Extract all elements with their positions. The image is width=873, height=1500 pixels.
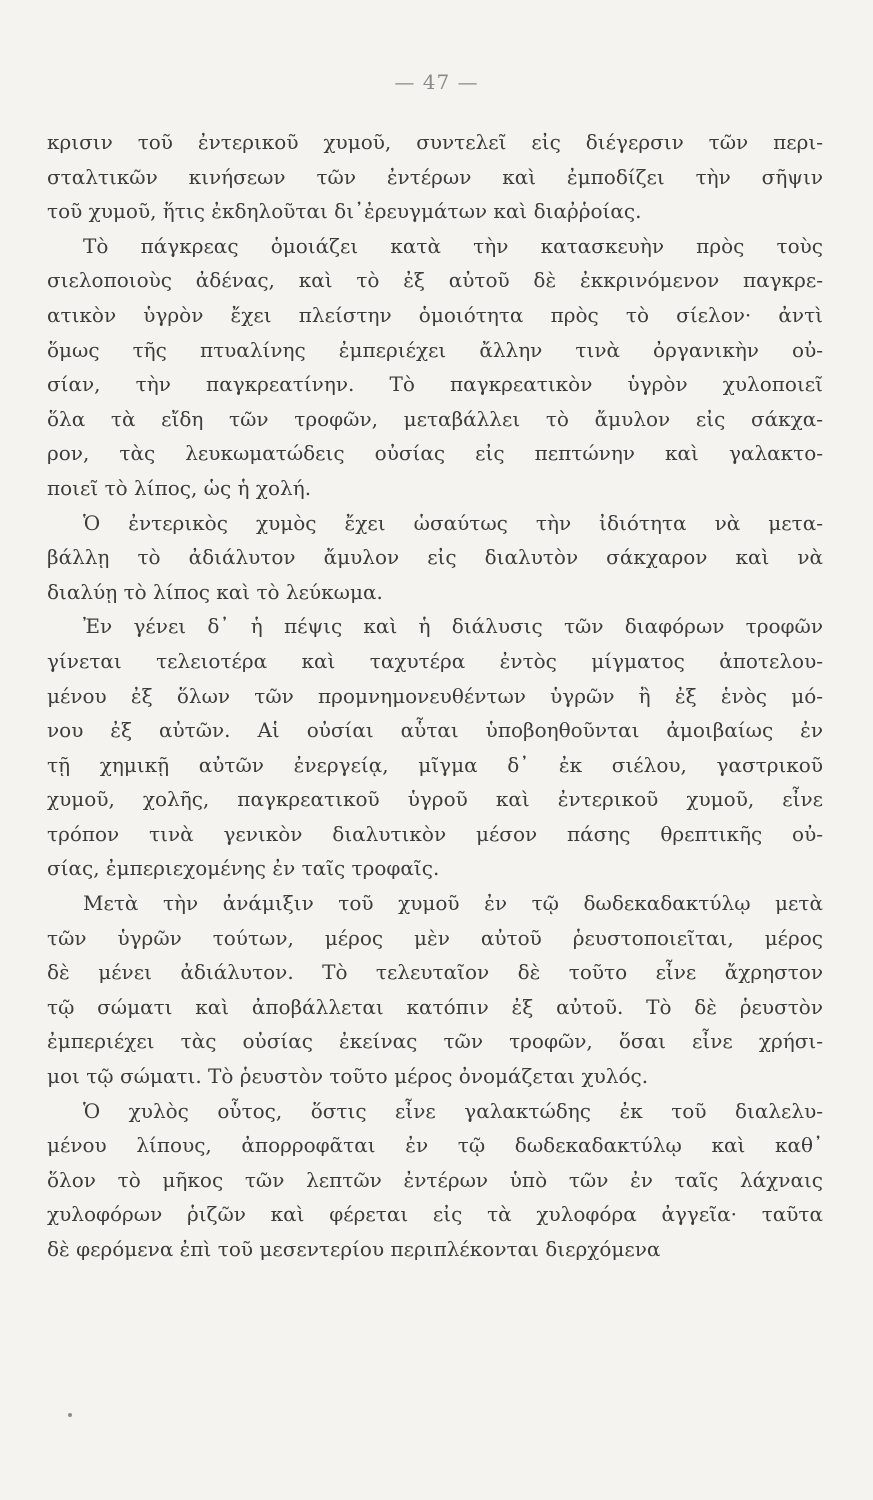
text-line: δὲ φερόμενα ἐπὶ τοῦ μεσεντερίου περιπλέκονται διερχόμενα — [47, 1237, 661, 1261]
text-line: ατικὸν ὑγρὸν ἔχει πλείστην ὁμοιότητα πρὸς τὸ σίελον· ἀντὶ — [47, 302, 823, 327]
text-line: κρισιν τοῦ ἐντερικοῦ χυμοῦ, συντελεῖ εἰς διέγερσιν τῶν περι- — [47, 130, 823, 154]
text-line: μοι τῷ σώματι. Τὸ ῥευστὸν τοῦτο μέρος ὀνομάζεται χυλός. — [47, 1064, 649, 1089]
paragraph — [47, 506, 823, 610]
text-line: ἐμπεριέχει τὰς οὐσίας ἐκείνας τῶν τροφῶν, ὅσαι εἶνε χρήσι- — [47, 1029, 823, 1054]
text-line: Ὁ χυλὸς οὗτος, ὅστις εἶνε γαλακτώδης ἐκ τοῦ διαλελυ- — [83, 1098, 823, 1123]
text-line: τῷ σώματι καὶ ἀποβάλλεται κατόπιν ἐξ αὐτοῦ. Τὸ δὲ ῥευστὸν — [47, 994, 823, 1019]
text-line: σιελοποιοὺς ἀδένας, καὶ τὸ ἐξ αὐτοῦ δὲ ἐκκρινόμενον παγκρε- — [47, 268, 823, 293]
text-line: μένου λίπους, ἀπορροφᾶται ἐν τῷ δωδεκαδακτύλῳ καὶ καθ᾽ — [47, 1133, 823, 1158]
text-line: δὲ μένει ἀδιάλυτον. Τὸ τελευταῖον δὲ τοῦτο εἶνε ἄχρηστον — [47, 960, 823, 985]
text-line: Ἐν γένει δ᾽ ἡ πέψις καὶ ἡ διάλυσις τῶν διαφόρων τροφῶν — [83, 614, 823, 639]
text-line: σίαν, τὴν παγκρεατίνην. Τὸ παγκρεατικὸν ὑγρὸν χυλοποιεῖ — [47, 372, 823, 397]
text-line: χυλοφόρων ῥιζῶν καὶ φέρεται εἰς τὰ χυλοφόρα ἀγγεῖα· ταῦτα — [47, 1202, 823, 1227]
paragraph — [47, 125, 823, 229]
text-line: ὅλα τὰ εἴδη τῶν τροφῶν, μεταβάλλει τὸ ἄμυλον εἰς σάκχα- — [47, 406, 823, 431]
paragraph — [47, 229, 823, 506]
text-line: ὅλον τὸ μῆκος τῶν λεπτῶν ἐντέρων ὑπὸ τῶν ἐν ταῖς λάχναις — [47, 1167, 823, 1192]
paper-speck — [68, 1413, 72, 1417]
body-text — [47, 125, 823, 1267]
text-line: Ὁ ἐντερικὸς χυμὸς ἔχει ὡσαύτως τὴν ἰδιότητα νὰ μετα- — [83, 510, 823, 535]
text-line: τῶν ὑγρῶν τούτων, μέρος μὲν αὐτοῦ ῥευστοποιεῖται, μέρος — [47, 925, 823, 950]
text-line: νου ἐξ αὐτῶν. Αἱ οὐσίαι αὗται ὑποβοηθοῦνται ἀμοιβαίως ἐν — [47, 718, 823, 743]
text-line: χυμοῦ, χολῆς, παγκρεατικοῦ ὑγροῦ καὶ ἐντερικοῦ χυμοῦ, εἶνε — [47, 787, 823, 812]
page-number: — 47 — — [394, 70, 479, 94]
paragraph — [47, 1094, 823, 1267]
paragraph — [47, 886, 823, 1094]
text-line: Μετὰ τὴν ἀνάμιξιν τοῦ χυμοῦ ἐν τῷ δωδεκαδακτύλῳ μετὰ — [83, 891, 823, 916]
text-line: ρον, τὰς λευκωματώδεις οὐσίας εἰς πεπτώνην καὶ γαλακτο- — [47, 441, 823, 466]
text-line: μένου ἐξ ὅλων τῶν προμνημονευθέντων ὑγρῶν ἢ ἐξ ἑνὸς μό- — [47, 683, 823, 708]
text-line: σταλτικῶν κινήσεων τῶν ἐντέρων καὶ ἐμποδίζει τὴν σῆψιν — [47, 164, 823, 189]
paragraph — [47, 609, 823, 886]
text-line: ποιεῖ τὸ λίπος, ὡς ἡ χολή. — [47, 475, 312, 500]
text-line: τῇ χημικῇ αὐτῶν ἐνεργείᾳ, μῖγμα δ᾽ ἐκ σιέλου, γαστρικοῦ — [47, 752, 823, 777]
text-line: βάλλῃ τὸ ἀδιάλυτον ἄμυλον εἰς διαλυτὸν σάκχαρον καὶ νὰ — [47, 545, 823, 570]
text-line: τρόπον τινὰ γενικὸν διαλυτικὸν μέσον πάσης θρεπτικῆς οὐ- — [47, 821, 823, 846]
text-line: ὅμως τῆς πτυαλίνης ἐμπεριέχει ἄλλην τινὰ ὀργανικὴν οὐ- — [47, 337, 823, 362]
text-line: διαλύῃ τὸ λίπος καὶ τὸ λεύκωμα. — [47, 579, 383, 604]
text-line: γίνεται τελειοτέρα καὶ ταχυτέρα ἐντὸς μίγματος ἀποτελου- — [47, 648, 823, 673]
text-line: σίας, ἐμπεριεχομένης ἐν ταῖς τροφαῖς. — [47, 856, 440, 881]
text-line: τοῦ χυμοῦ, ἥτις ἐκδηλοῦται δι᾽ἐρευγμάτων καὶ διαῤῥοίας. — [47, 199, 642, 224]
text-line: Τὸ πάγκρεας ὁμοιάζει κατὰ τὴν κατασκευὴν πρὸς τοὺς — [83, 233, 823, 258]
